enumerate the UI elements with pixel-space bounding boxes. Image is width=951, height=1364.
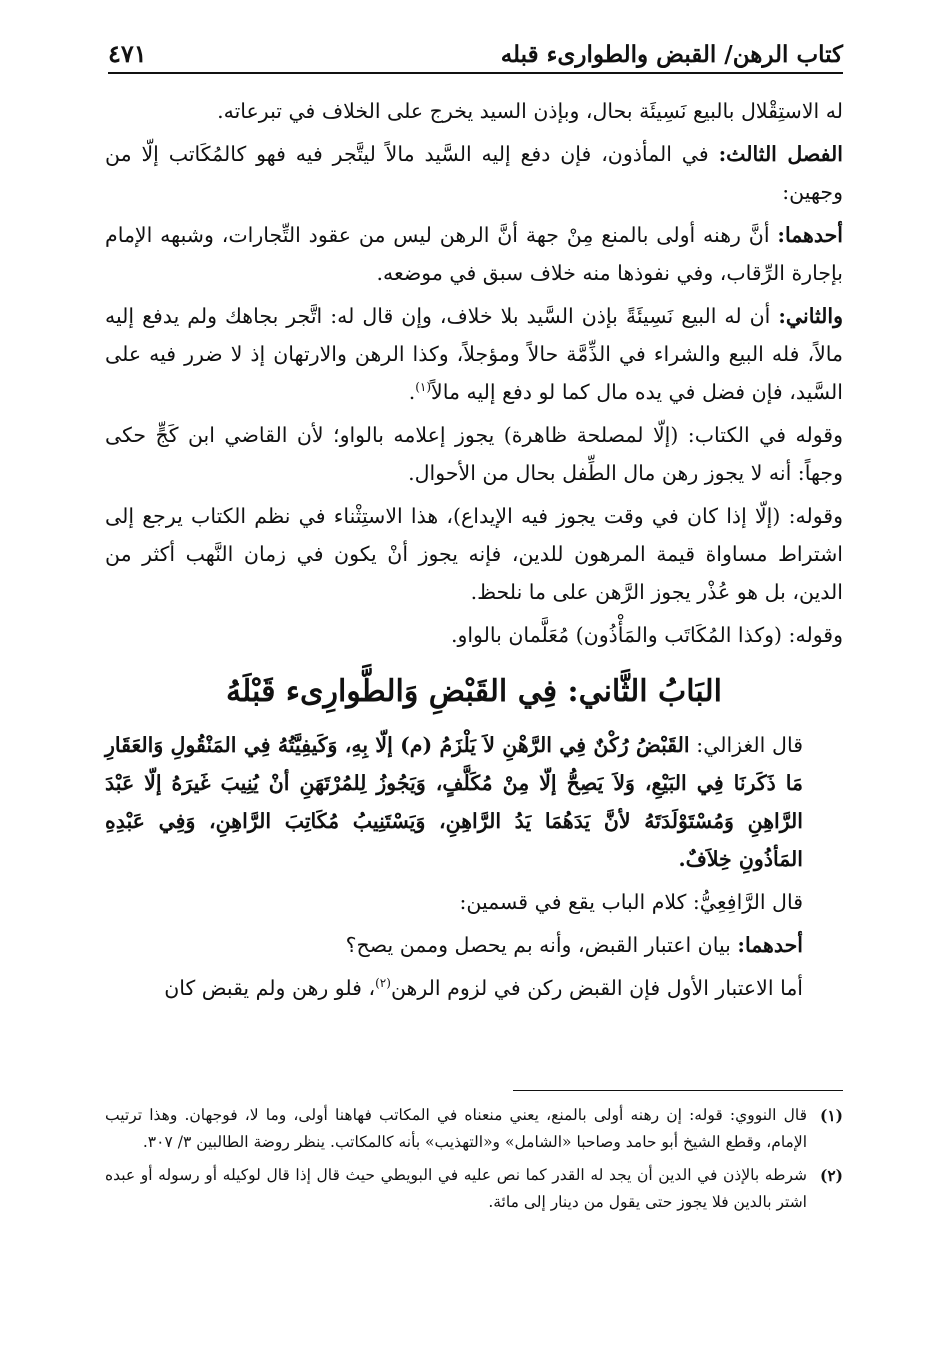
running-title: كتاب الرهن/ القبض والطوارىء قبله xyxy=(500,41,843,68)
footnote-text: شرطه بالإذن في الدين أن يجد له القدر كما نص عليه في البويطي حيث قال إذا قال لوكيله أو رسوله أو عبده اشتر بالدين فلا يجوز حتى يقول من دينار إلى مائة. xyxy=(105,1166,807,1211)
sharh-paragraph xyxy=(105,969,843,1007)
page-header xyxy=(108,32,843,74)
paragraph-end: ، فلو رهن ولم يقبض كان xyxy=(164,976,376,1000)
paragraph-end: . xyxy=(408,380,416,404)
sharh-paragraph xyxy=(105,926,843,964)
matn-paragraph xyxy=(105,726,843,878)
footnote-ref[interactable]: (٢) xyxy=(375,976,391,991)
matn-intro: قال الغزالي: xyxy=(689,733,803,757)
section-term: والثاني: xyxy=(778,304,843,328)
paragraph xyxy=(105,216,843,292)
sharh-paragraph: قال الرَّافِعِيُّ: كلام الباب يقع في قسمين: xyxy=(459,890,803,914)
paragraph xyxy=(105,135,843,211)
paragraph: له الاستِقْلال بالبيع نَسِيئَة بحال، وبإذن السيد يخرج على الخلاف في تبرعاته. xyxy=(217,99,843,123)
paragraph-text: أن له البيع نَسِيئَةً بإذن السَّيد بلا خلاف، وإن قال له: اتَّجر بجاهك ولم يدفع إليه مالاً، فله البيع والشراء في الذِّمَّة حالاً ومؤجلاً، وكذا الرهن والارتهان إذ لا ضرر فيه على السَّيد، فإن فضل في يده مال كما لو دفع إليه مالاً xyxy=(105,304,843,404)
footnotes xyxy=(105,1102,843,1222)
paragraph-text: بيان اعتبار القبض، وأنه بم يحصل وممن يصح؟ xyxy=(345,933,738,957)
paragraph: وقوله: (وكذا المُكَاتَب والمَأْذُون) مُعَلَّمان بالواو. xyxy=(450,623,843,647)
chapter-title: البَابُ الثَّاني: فِي القَبْضِ وَالطَّوارِىء قَبْلَهُ xyxy=(226,674,722,709)
paragraph: وقوله: (إلّا إذا كان في وقت يجوز فيه الإيداع)، هذا الاستِثْناء في نظم الكتاب يرجع إلى اشتراط مساواة قيمة المرهون للدين، فإنه يجوز أنْ يكون في زمان النَّهب أكثر من الدين، بل هو عُذْر يجوز الرَّهن على ما نلحظ. xyxy=(105,504,843,604)
section-term: أحدهما: xyxy=(777,223,843,247)
page-number: ٤٧١ xyxy=(108,39,147,68)
footnote xyxy=(105,1102,843,1156)
footnote xyxy=(105,1162,843,1216)
footnote-divider xyxy=(513,1090,843,1091)
paragraph-text: أما الاعتبار الأول فإن القبض ركن في لزوم الرهن xyxy=(390,976,803,1000)
footnote-ref[interactable]: (١) xyxy=(415,380,432,395)
paragraph-text: أنَّ رهنه أولى بالمنع مِنْ جهة أنَّ الرهن ليس من عقود التِّجارات، وشبهه الإمام بإجارة الرِّقاب، وفي نفوذها منه خلاف سبق في موضعه. xyxy=(105,223,843,285)
paragraph: وقوله في الكتاب: (إلّا لمصلحة ظاهرة) يجوز إعلامه بالواو؛ لأن القاضي ابن كَجٍّ حكى وجهاً: أنه لا يجوز رهن مال الطِّفل بحال من الأحوال. xyxy=(105,423,843,485)
footnote-number: (١) xyxy=(819,1106,843,1125)
paragraph xyxy=(105,297,843,411)
matn-text: القَبْضُ رُكْنٌ فِي الرَّهْنِ لاَ يَلْزَمُ (م) إلّا بِهِ، وَكَيفِيَّتُهُ فِي المَنْقُولِ وَالعَقَارِ مَا ذَكَرنَا فِي البَيْعِ، وَلاَ يَصِحُّ إلّا مِنْ مُكَلَّفٍ، وَيَجُوزُ لِلمُرْتَهَنِ أنْ يُنِيبَ غَيرَهُ إلّا عَبْدَ الرَّاهِنِ وَمُسْتَوْلَدَتَهُ لأنَّ يَدَهُمَا يَدُ الرَّاهِنِ، وَيَسْتَنِيبُ مُكَاتِبَ الرَّاهِنِ، وَفِي عَبْدِهِ المَأذُونِ خِلاَفٌ. xyxy=(105,733,803,871)
footnote-text: قال النووي: قوله: إن رهنه أولى بالمنع، يعني منعناه في المكاتب فهاهنا أولى، وما لا، فوجهان. وهذا ترتيب الإمام، وقطع الشيخ أبو حامد وصاحبا «الشامل» و«التهذيب» بأنه كالمكاتب. ينظر روضة الطالبين ٣/ ٣٠٧. xyxy=(105,1106,807,1151)
paragraph-text: في المأذون، فإن دفع إليه السَّيد مالاً ليتَّجر فيه فهو كالمُكَاتب إلّا من وجهين: xyxy=(105,142,843,204)
footnote-number: (٢) xyxy=(819,1166,843,1185)
section-term: أحدهما: xyxy=(737,933,803,957)
main-text xyxy=(105,92,843,1012)
section-term: الفصل الثالث: xyxy=(718,142,843,166)
